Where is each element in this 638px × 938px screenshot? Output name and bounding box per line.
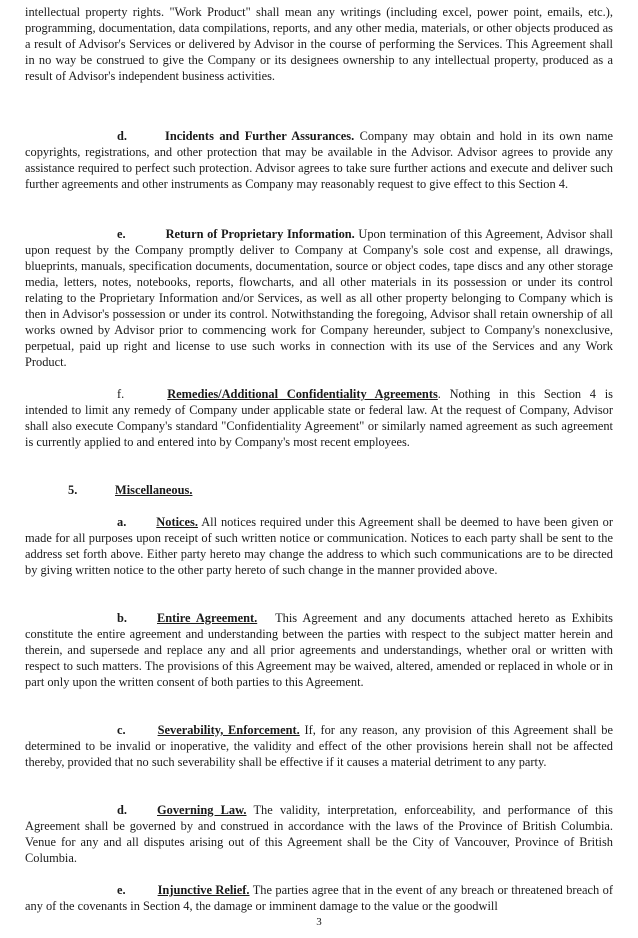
section-4d-body: Company may obtain and hold in its own name copyrights, registrations, and other protection that may be available in the Advisor. Advisor agrees to provide any assistance required to perfect such protection. Advisor agrees to take sure further actions and execute and deliver such further agreements and other instruments as Company may reasonably request to give effect to this Section 4. (25, 129, 613, 191)
severability-title: Severability, Enforcement. (157, 723, 300, 737)
section-5-number: 5. (68, 483, 78, 497)
work-product-paragraph: intellectual property rights. "Work Product" shall mean any writings (including excel, power point, emails, etc.), programming, documentation, data compilations, reports, and any other media, materials, or other objects produced as a result of Advisor's Services or delivered by Advisor in the course of performing the Services. This Agreement shall in no way be construed to give the Company or its designees ownership to any intellectual property, produced as a result of Advisor's independent business activities. (25, 5, 613, 83)
section-4f-body: . Nothing in this Section 4 is intended to limit any remedy of Company under applicable state or federal law. At the request of Company, Advisor shall also execute Company's standard "Confidentiality Agreement" or similarly named agreement as such agreement is currently applied to and entered into by Company's most recent employees. (25, 387, 613, 449)
section-4f-paragraph (25, 386, 613, 450)
section-5-heading (68, 482, 192, 498)
section-4d-letter: d. (117, 129, 127, 143)
severability-body: If, for any reason, any provision of this Agreement shall be determined to be invalid or inoperative, the validity and effect of the other provisions herein shall not be affected thereby, provided that no such severability shall be effective if it causes a material detriment to any party. (25, 723, 613, 769)
entire-agreement-title: Entire Agreement. (157, 611, 258, 625)
injunctive-relief-body: The parties agree that in the event of any breach or threatened breach of any of the covenants in Section 4, the damage or imminent damage to the value or the goodwill (25, 883, 613, 913)
injunctive-relief-title: Injunctive Relief. (157, 883, 250, 897)
governing-law-letter: d. (117, 803, 127, 817)
section-4f-title: Remedies/Additional Confidentiality Agreements (167, 387, 438, 401)
notices-title: Notices. (156, 515, 198, 529)
section-4e-title: Return of Proprietary Information. (165, 227, 355, 241)
injunctive-relief-paragraph (25, 882, 613, 914)
section-4e-paragraph (25, 226, 613, 370)
notices-paragraph (25, 514, 613, 578)
governing-law-body: The validity, interpretation, enforceability, and performance of this Agreement shall be governed by and construed in accordance with the laws of the Province of British Columbia. Venue for any and all disputes arising out of this Agreement shall be the City of Vancouver, Province of British Columbia. (25, 803, 614, 865)
injunctive-relief-letter: e. (117, 883, 126, 897)
section-4e-body: Upon termination of this Agreement, Advisor shall upon request by the Company promptly deliver to Company at Company's sole cost and expense, all drawings, blueprints, manuals, specification documents, documentation, source or object codes, tape discs and any other storage media, letters, notes, notebooks, reports, flowcharts, and all other materials in its possession or under its control relating to the Proprietary Information and/or Services, as well as all other property belonging to Company which is then in Advisor's possession or under its control. Notwithstanding the foregoing, Advisor shall retain ownership of all works owned by Advisor prior to commencing work for Company hereunder, subject to Company's nonexclusive, perpetual, paid up right and license to use such works in connection with its use of the Services and any Work Product. (25, 227, 613, 369)
governing-law-title: Governing Law. (157, 803, 247, 817)
section-4d-title: Incidents and Further Assurances. (165, 129, 355, 143)
notices-body: All notices required under this Agreement shall be deemed to have been given or made for all purposes upon receipt of such written notice or communication. Notices to each party shall be sent to the address set forth above. Either party hereto may change the address to which such communications are to be directed by giving written notice to the other party hereto of such change in the manner provided above. (25, 515, 614, 577)
section-4f-letter: f. (117, 387, 125, 401)
severability-paragraph (25, 722, 613, 770)
entire-agreement-paragraph (25, 610, 613, 690)
governing-law-paragraph (25, 802, 613, 866)
page-number: 3 (316, 916, 322, 928)
section-4e-letter: e. (117, 227, 126, 241)
section-5-title: Miscellaneous. (115, 483, 193, 497)
section-4d-paragraph (25, 128, 613, 192)
notices-letter: a. (117, 515, 127, 529)
entire-agreement-letter: b. (117, 611, 127, 625)
severability-letter: c. (117, 723, 126, 737)
entire-agreement-body: This Agreement and any documents attached hereto as Exhibits constitute the entire agreement and understanding between the parties with respect to the subject matter herein and therein, and supersede and replace any and all prior agreements and understandings, whether oral or written with respect to such matters. The provisions of this Agreement may be waived, altered, amended or replaced in whole or in part only upon the written consent of both parties to this Agreement. (25, 611, 613, 689)
